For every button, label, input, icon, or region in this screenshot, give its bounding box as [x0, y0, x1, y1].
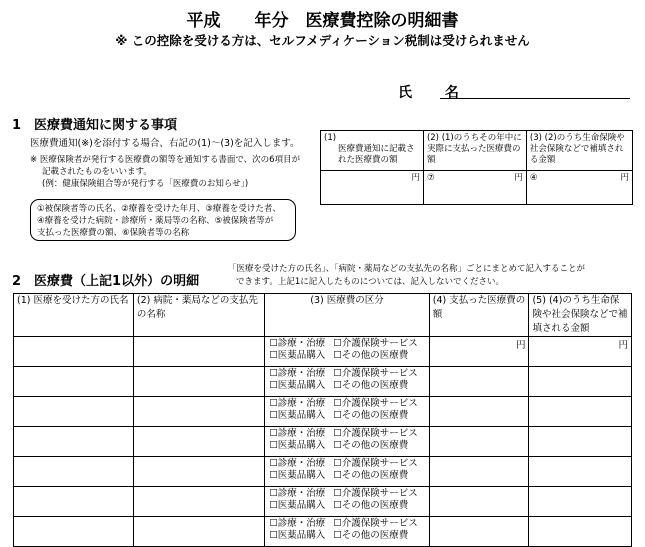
col1-header-label: 医療を受けた方の氏名 [33, 295, 129, 306]
col4-header [429, 294, 529, 337]
patient-name-cell[interactable] [14, 337, 134, 367]
paid-amount-cell[interactable] [429, 397, 529, 427]
col2-header [133, 294, 264, 337]
checkbox-care-service[interactable]: ☐介護保険サービス [333, 458, 418, 469]
col3-header-num: (3) [310, 295, 324, 306]
section1-header-3-label: (2)のうち生命保険や社会保険などで補填される金額 [529, 133, 625, 165]
payee-name-cell[interactable] [133, 337, 264, 367]
section1-amount-2-prefix: ⑦ [426, 173, 435, 183]
yen-unit: 円 [515, 340, 526, 351]
col2-header-num: (2) [136, 295, 151, 306]
col3-header [265, 294, 429, 337]
checkbox-medicine[interactable]: ☐医薬品購入 [269, 410, 326, 421]
table-row [14, 427, 632, 457]
paid-amount-cell[interactable] [429, 427, 529, 457]
section1-header-2-num: (2) [426, 133, 439, 143]
payee-name-cell[interactable] [133, 397, 264, 427]
checkbox-other[interactable]: ☐その他の医療費 [333, 410, 409, 421]
checkbox-medicine[interactable]: ☐医薬品購入 [269, 380, 326, 391]
section2-table [13, 293, 632, 547]
col4-header-num: (4) [432, 295, 447, 306]
category-cell[interactable] [265, 457, 429, 487]
paid-amount-cell[interactable] [429, 367, 529, 397]
category-cell[interactable] [265, 517, 429, 547]
section1-note2: 記載されたものをいいます。 [42, 167, 152, 177]
section2-title: 2 医療費（上記1以外）の明細 [12, 274, 200, 289]
paid-amount-cell[interactable] [429, 517, 529, 547]
section1-title: 1 医療費通知に関する事項 [12, 118, 178, 133]
checkbox-treatment[interactable]: ☐診療・治療 [269, 518, 326, 529]
col4-header-label: 支払った医療費の額 [432, 295, 526, 320]
section1-header-2 [423, 131, 526, 171]
section2-note1: 「医療を受けた方の氏名」、「病院・薬局などの支払先の名称」ごとにまとめて記入することが [228, 264, 586, 274]
section1-header-3-num: (3) [529, 133, 542, 143]
col1-header [14, 294, 134, 337]
patient-name-cell[interactable] [14, 427, 134, 457]
paid-amount-cell[interactable] [429, 337, 529, 367]
checkbox-care-service[interactable]: ☐介護保険サービス [333, 518, 418, 529]
page-title: 平成 年分 医療費控除の明細書 [186, 11, 459, 31]
paid-amount-cell[interactable] [429, 487, 529, 517]
table-row [14, 457, 632, 487]
checkbox-treatment[interactable]: ☐診療・治療 [269, 338, 326, 349]
category-cell[interactable] [265, 367, 429, 397]
reimbursed-amount-cell[interactable] [529, 427, 632, 457]
reimbursed-amount-cell[interactable] [529, 457, 632, 487]
patient-name-cell[interactable] [14, 457, 134, 487]
section2-note2: できます。上記1に記入したものについては、記入しないでください。 [236, 277, 505, 287]
checkbox-medicine[interactable]: ☐医薬品購入 [269, 440, 326, 451]
col2-header-label: 病院・薬局などの支払先の名称 [136, 295, 258, 320]
checkbox-treatment[interactable]: ☐診療・治療 [269, 428, 326, 439]
section1-amount-3-prefix: ④ [529, 173, 538, 183]
checkbox-treatment[interactable]: ☐診療・治療 [269, 458, 326, 469]
col5-header [529, 294, 632, 337]
section1-header-1 [321, 131, 424, 171]
yen-unit: 円 [411, 173, 420, 183]
table-row [14, 397, 632, 427]
section1-header-1-label: 医療費通知に記載された医療費の額 [338, 144, 415, 165]
patient-name-cell[interactable] [14, 517, 134, 547]
checkbox-other[interactable]: ☐その他の医療費 [333, 440, 409, 451]
paid-amount-cell[interactable] [429, 457, 529, 487]
checkbox-other[interactable]: ☐その他の医療費 [333, 530, 409, 541]
checkbox-other[interactable]: ☐その他の医療費 [333, 500, 409, 511]
yen-unit: 円 [618, 340, 628, 351]
reimbursed-amount-cell[interactable] [529, 337, 632, 367]
table-row [14, 517, 632, 547]
payee-name-cell[interactable] [133, 457, 264, 487]
table-row [14, 367, 632, 397]
yen-unit: 円 [620, 173, 629, 183]
reimbursed-amount-cell[interactable] [529, 487, 632, 517]
section1-amount-1[interactable] [321, 171, 424, 205]
name-field[interactable] [440, 98, 630, 99]
checkbox-other[interactable]: ☐その他の医療費 [333, 350, 409, 361]
section1-line1: 医療費通知(※)を添付する場合、右記の(1)～(3)を記入します。 [30, 138, 300, 149]
category-cell[interactable] [265, 427, 429, 457]
col1-header-num: (1) [17, 295, 31, 306]
reimbursed-amount-cell[interactable] [529, 397, 632, 427]
payee-name-cell[interactable] [133, 517, 264, 547]
category-cell[interactable] [265, 337, 429, 367]
checkbox-other[interactable]: ☐その他の医療費 [333, 470, 409, 481]
section1-header-2-label: (1)のうちその年中に実際に支払った医療費の額 [426, 133, 522, 165]
payee-name-cell[interactable] [133, 367, 264, 397]
payee-name-cell[interactable] [133, 427, 264, 457]
section1-note1: ※ 医療保険者が発行する医療費の額等を通知する書面で、次の6項目が [30, 155, 301, 165]
yen-unit: 円 [514, 173, 523, 183]
section1-items-line3: 支払った医療費の額、⑥保険者等の名称 [37, 228, 190, 238]
patient-name-cell[interactable] [14, 487, 134, 517]
section1-items-line1: ①被保険者等の氏名、②療養を受けた年月、③療養を受けた者、 [37, 204, 281, 214]
patient-name-cell[interactable] [14, 397, 134, 427]
checkbox-medicine[interactable]: ☐医薬品購入 [269, 350, 326, 361]
col5-header-num: (5) [532, 295, 546, 306]
col3-header-label: 医療費の区分 [326, 295, 384, 306]
section1-items-box [30, 199, 296, 241]
checkbox-medicine[interactable]: ☐医薬品購入 [269, 470, 326, 481]
checkbox-other[interactable]: ☐その他の医療費 [333, 380, 409, 391]
section1-items-line2: ④療養を受けた病院・診療所・薬局等の名称、⑤被保険者等が [37, 216, 274, 226]
reimbursed-amount-cell[interactable] [529, 367, 632, 397]
payee-name-cell[interactable] [133, 487, 264, 517]
section1-table [320, 130, 633, 205]
category-cell[interactable] [265, 397, 429, 427]
table-row [14, 337, 632, 367]
section1-header-3 [526, 131, 632, 171]
section1-amount-3[interactable] [526, 171, 632, 205]
checkbox-care-service[interactable]: ☐介護保険サービス [333, 488, 418, 499]
section1-amount-2[interactable] [423, 171, 526, 205]
reimbursed-amount-cell[interactable] [529, 517, 632, 547]
table-row [14, 487, 632, 517]
patient-name-cell[interactable] [14, 367, 134, 397]
checkbox-care-service[interactable]: ☐介護保険サービス [333, 398, 418, 409]
checkbox-treatment[interactable]: ☐診療・治療 [269, 368, 326, 379]
checkbox-medicine[interactable]: ☐医薬品購入 [269, 530, 326, 541]
checkbox-care-service[interactable]: ☐介護保険サービス [333, 368, 418, 379]
checkbox-care-service[interactable]: ☐介護保険サービス [333, 428, 418, 439]
name-label: 氏 名 [398, 85, 473, 101]
checkbox-medicine[interactable]: ☐医薬品購入 [269, 500, 326, 511]
col5-header-label: (4)のうち生命保険や社会保険などで補填される金額 [532, 295, 628, 334]
checkbox-treatment[interactable]: ☐診療・治療 [269, 398, 326, 409]
section1-header-1-num: (1) [324, 133, 337, 143]
category-cell[interactable] [265, 487, 429, 517]
page-subtitle: ※ この控除を受ける方は、セルフメディケーション税制は受けられません [115, 33, 530, 48]
section1-note3: (例：健康保険組合等が発行する「医療費のお知らせ」) [42, 179, 249, 189]
checkbox-treatment[interactable]: ☐診療・治療 [269, 488, 326, 499]
checkbox-care-service[interactable]: ☐介護保険サービス [333, 338, 418, 349]
